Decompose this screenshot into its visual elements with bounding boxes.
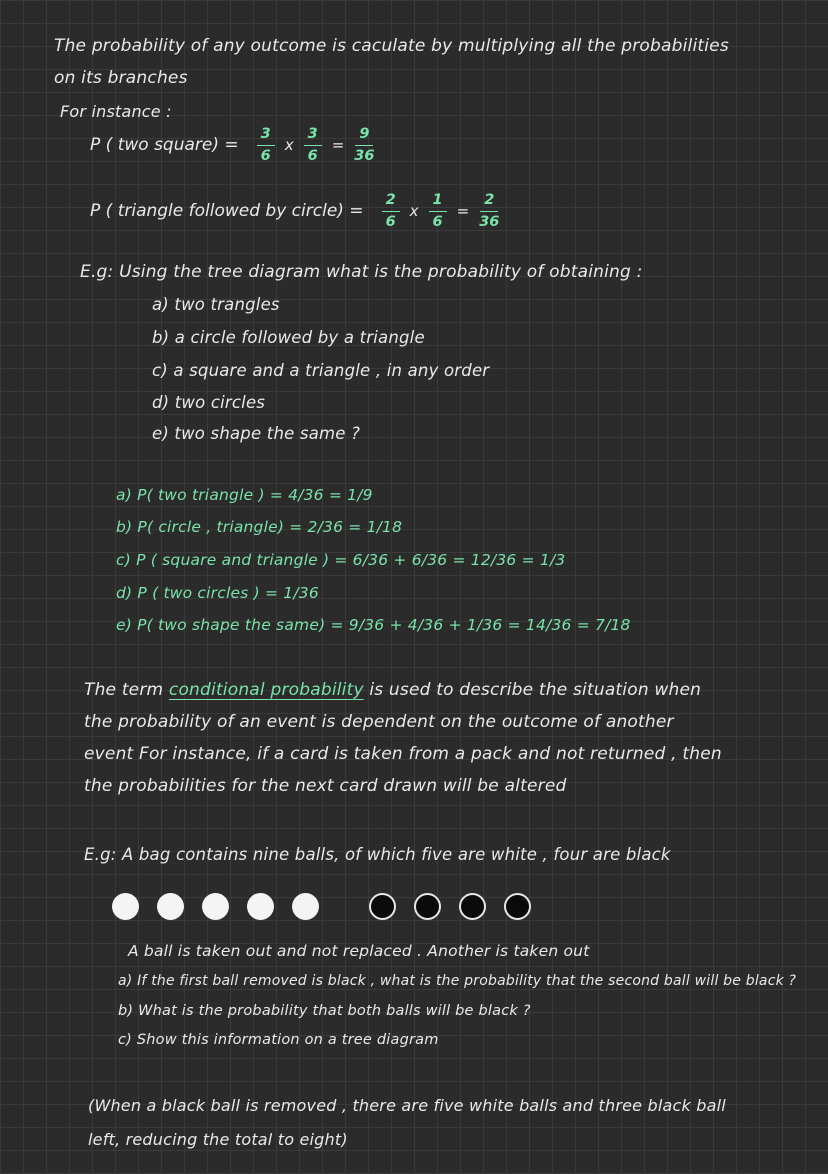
bag-statement: A ball is taken out and not replaced . Another is taken out [128, 942, 590, 960]
question-d: d) two circles [152, 393, 266, 412]
fraction-denominator: 6 [260, 147, 271, 164]
fraction-3-6 [304, 126, 322, 164]
black-ball [459, 893, 486, 920]
fraction-2-6 [382, 192, 400, 230]
equals-operator: = [331, 136, 345, 155]
conditional-line-3: event For instance, if a card is taken from a pack and not returned , then [84, 744, 722, 764]
answer-c: c) P ( square and triangle ) = 6/36 + 6/36 = 12/36 = 1/3 [116, 551, 566, 569]
bag-question-b: b) What is the probability that both balls will be black ? [118, 1003, 531, 1019]
white-ball [202, 893, 229, 920]
white-ball [112, 893, 139, 920]
fraction-denominator: 36 [354, 147, 375, 164]
fraction-numerator: 9 [355, 126, 373, 146]
question-c: c) a square and a triangle , in any order [152, 361, 490, 380]
intro-line-2: on its branches [54, 68, 188, 88]
white-ball [247, 893, 274, 920]
conditional-probability-term: conditional probability [168, 680, 364, 700]
for-instance-label: For instance : [60, 102, 172, 121]
conditional-line-2: the probability of an event is dependent on the outcome of another [84, 712, 674, 732]
bag-note-line-1: (When a black ball is removed , there are five white balls and three black ball [88, 1096, 726, 1115]
conditional-line-1-prefix: The term [84, 680, 169, 700]
conditional-line-1 [84, 680, 701, 700]
fraction-denominator: 6 [307, 147, 318, 164]
fraction-numerator: 3 [257, 126, 275, 146]
bag-question-c: c) Show this information on a tree diagram [118, 1032, 439, 1048]
white-ball [292, 893, 319, 920]
fraction-9-36 [354, 126, 374, 164]
equation-two-squares [90, 126, 382, 164]
bag-example-heading: E.g: A bag contains nine balls, of which five are white , four are black [84, 845, 671, 864]
black-ball [504, 893, 531, 920]
white-ball [157, 893, 184, 920]
equals-operator: = [456, 202, 470, 221]
question-e: e) two shape the same ? [152, 424, 361, 443]
fraction-denominator: 6 [385, 213, 396, 230]
fraction-denominator: 6 [432, 213, 443, 230]
intro-line-1: The probability of any outcome is caculate by multiplying all the probabilities [54, 36, 729, 56]
fraction-1-6 [429, 192, 447, 230]
equation-label: P ( triangle followed by circle) = [90, 201, 364, 222]
black-ball [414, 893, 441, 920]
equation-triangle-circle [90, 192, 507, 230]
fraction-denominator: 36 [479, 213, 500, 230]
fraction-numerator: 3 [304, 126, 322, 146]
equation-label: P ( two square) = [90, 135, 239, 156]
conditional-line-1-suffix: is used to describe the situation when [363, 680, 702, 700]
bag-note-line-2: left, reducing the total to eight) [88, 1130, 348, 1149]
bag-question-a: a) If the first ball removed is black , what is the probability that the second ball will be black ? [118, 973, 797, 989]
multiply-operator: x [409, 202, 419, 221]
fraction-numerator: 2 [480, 192, 498, 212]
fraction-numerator: 1 [429, 192, 447, 212]
answer-a: a) P( two triangle ) = 4/36 = 1/9 [116, 486, 373, 504]
answer-e: e) P( two shape the same) = 9/36 + 4/36 + 1/36 = 14/36 = 7/18 [116, 616, 631, 634]
balls-row [112, 893, 531, 920]
question-b: b) a circle followed by a triangle [152, 328, 425, 347]
fraction-numerator: 2 [382, 192, 400, 212]
conditional-line-4: the probabilities for the next card drawn will be altered [84, 776, 567, 796]
tree-example-heading: E.g: Using the tree diagram what is the probability of obtaining : [80, 262, 643, 282]
question-a: a) two trangles [152, 295, 280, 314]
answer-d: d) P ( two circles ) = 1/36 [116, 584, 319, 602]
multiply-operator: x [284, 136, 294, 155]
fraction-3-6 [257, 126, 275, 164]
fraction-2-36 [479, 192, 499, 230]
answer-b: b) P( circle , triangle) = 2/36 = 1/18 [116, 518, 403, 536]
black-ball [369, 893, 396, 920]
